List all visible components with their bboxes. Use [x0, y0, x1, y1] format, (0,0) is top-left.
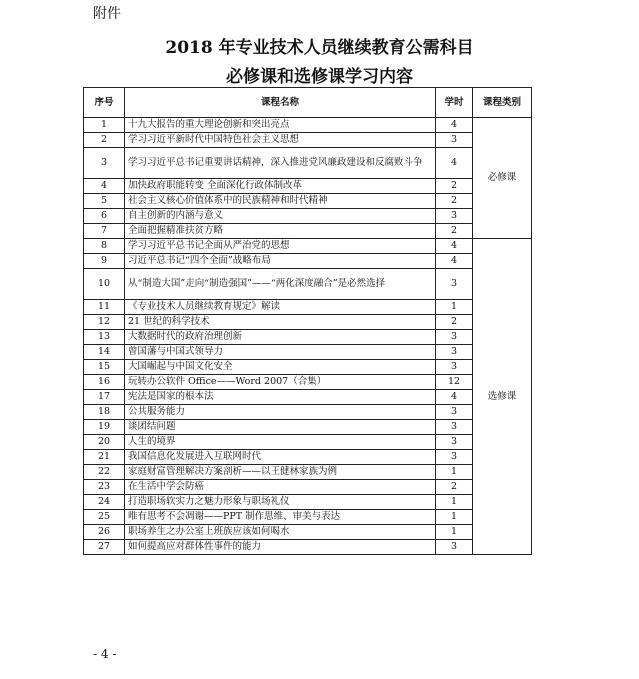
column-header-category: 课程类别 — [473, 88, 532, 118]
row-number: 27 — [84, 540, 125, 555]
course-name: 加快政府职能转变 全面深化行政体制改革 — [125, 179, 436, 194]
table-row — [84, 375, 532, 390]
row-number: 16 — [84, 375, 125, 390]
row-number: 21 — [84, 450, 125, 465]
table-row — [84, 133, 532, 148]
row-number: 7 — [84, 224, 125, 239]
table-row — [84, 254, 532, 269]
course-hours: 4 — [436, 390, 473, 405]
course-name: 学习习近平总书记全面从严治党的思想 — [125, 239, 436, 254]
row-number: 9 — [84, 254, 125, 269]
course-hours: 3 — [436, 133, 473, 148]
table-row — [84, 224, 532, 239]
row-number: 18 — [84, 405, 125, 420]
column-header-hours: 学时 — [436, 88, 473, 118]
course-name: 职场养生之办公室上班族应该如何喝水 — [125, 525, 436, 540]
row-number: 10 — [84, 269, 125, 300]
course-hours: 3 — [436, 540, 473, 555]
course-name: 在生活中学会防癌 — [125, 480, 436, 495]
table-row — [84, 269, 532, 300]
attachment-label: 附件 — [93, 6, 121, 22]
row-number: 6 — [84, 209, 125, 224]
row-number: 4 — [84, 179, 125, 194]
course-name: 玩转办公软件 Office——Word 2007（合集） — [125, 375, 436, 390]
table-row — [84, 179, 532, 194]
row-number: 11 — [84, 300, 125, 315]
course-hours: 4 — [436, 148, 473, 179]
course-hours: 1 — [436, 465, 473, 480]
category-elective: 选修课 — [473, 239, 532, 555]
table-row — [84, 405, 532, 420]
row-number: 24 — [84, 495, 125, 510]
course-hours: 3 — [436, 269, 473, 300]
table-row — [84, 330, 532, 345]
course-name: 大国崛起与中国文化安全 — [125, 360, 436, 375]
course-hours: 1 — [436, 300, 473, 315]
course-name: 全面把握精准扶贫方略 — [125, 224, 436, 239]
row-number: 25 — [84, 510, 125, 525]
course-name: 公共服务能力 — [125, 405, 436, 420]
column-header-number: 序号 — [84, 88, 125, 118]
course-hours: 3 — [436, 450, 473, 465]
row-number: 13 — [84, 330, 125, 345]
table-header-row — [84, 88, 532, 118]
course-hours: 4 — [436, 254, 473, 269]
row-number: 14 — [84, 345, 125, 360]
course-name: 家庭财富管理解决方案剖析——以王健林家族为例 — [125, 465, 436, 480]
course-hours: 3 — [436, 435, 473, 450]
course-name: 大数据时代的政府治理创新 — [125, 330, 436, 345]
table-row — [84, 540, 532, 555]
row-number: 22 — [84, 465, 125, 480]
course-name: 曾国藩与中国式领导力 — [125, 345, 436, 360]
course-name: 宪法是国家的根本法 — [125, 390, 436, 405]
course-hours: 1 — [436, 510, 473, 525]
course-hours: 3 — [436, 330, 473, 345]
course-hours: 4 — [436, 239, 473, 254]
table-row — [84, 194, 532, 209]
course-hours: 1 — [436, 495, 473, 510]
course-name: 从“制造大国”走向“制造强国”——“两化深度融合”是必然选择 — [125, 269, 436, 300]
course-hours: 2 — [436, 194, 473, 209]
course-name: 习近平总书记“四个全面”战略布局 — [125, 254, 436, 269]
table-row — [84, 525, 532, 540]
row-number: 12 — [84, 315, 125, 330]
course-name: 社会主义核心价值体系中的民族精神和时代精神 — [125, 194, 436, 209]
table-row — [84, 148, 532, 179]
course-name: 学习习近平新时代中国特色社会主义思想 — [125, 133, 436, 148]
table-row — [84, 209, 532, 224]
row-number: 8 — [84, 239, 125, 254]
document-title: 2018 年专业技术人员继续教育公需科目 — [165, 38, 474, 58]
row-number: 20 — [84, 435, 125, 450]
row-number: 2 — [84, 133, 125, 148]
course-hours: 1 — [436, 525, 473, 540]
page-number: - 4 - — [93, 647, 117, 661]
course-name: 学习习近平总书记重要讲话精神，深入推进党风廉政建设和反腐败斗争 — [125, 148, 436, 179]
course-name: 人生的境界 — [125, 435, 436, 450]
course-name: 21 世纪的科学技术 — [125, 315, 436, 330]
table-row — [84, 239, 532, 254]
document-subtitle: 必修课和选修课学习内容 — [226, 67, 413, 87]
course-name: 我国信息化发展进入互联网时代 — [125, 450, 436, 465]
table-row — [84, 510, 532, 525]
course-name: 唯有思考不会凋谢——PPT 制作思维、审美与表达 — [125, 510, 436, 525]
course-hours: 2 — [436, 224, 473, 239]
row-number: 5 — [84, 194, 125, 209]
row-number: 19 — [84, 420, 125, 435]
course-name: 自主创新的内涵与意义 — [125, 209, 436, 224]
table-row — [84, 420, 532, 435]
course-hours: 2 — [436, 315, 473, 330]
table-row — [84, 315, 532, 330]
row-number: 23 — [84, 480, 125, 495]
table-row — [84, 390, 532, 405]
row-number: 1 — [84, 118, 125, 133]
table-row — [84, 495, 532, 510]
course-name: 十九大报告的重大理论创新和突出亮点 — [125, 118, 436, 133]
table-row — [84, 345, 532, 360]
course-table — [83, 87, 532, 555]
row-number: 26 — [84, 525, 125, 540]
table-row — [84, 480, 532, 495]
column-header-course-name: 课程名称 — [125, 88, 436, 118]
course-table-body — [84, 118, 532, 555]
course-hours: 3 — [436, 345, 473, 360]
course-hours: 2 — [436, 179, 473, 194]
course-name: 如何提高应对群体性事件的能力 — [125, 540, 436, 555]
course-hours: 3 — [436, 360, 473, 375]
course-name: 打造职场软实力之魅力形象与职场礼仪 — [125, 495, 436, 510]
table-row — [84, 118, 532, 133]
course-hours: 2 — [436, 480, 473, 495]
course-hours: 4 — [436, 118, 473, 133]
table-row — [84, 465, 532, 480]
course-hours: 3 — [436, 405, 473, 420]
table-row — [84, 450, 532, 465]
table-row — [84, 300, 532, 315]
row-number: 17 — [84, 390, 125, 405]
course-hours: 3 — [436, 420, 473, 435]
table-row — [84, 435, 532, 450]
row-number: 3 — [84, 148, 125, 179]
course-hours: 3 — [436, 209, 473, 224]
course-hours: 12 — [436, 375, 473, 390]
category-required: 必修课 — [473, 118, 532, 239]
course-name: 谈团结问题 — [125, 420, 436, 435]
row-number: 15 — [84, 360, 125, 375]
course-name: 《专业技术人员继续教育规定》解读 — [125, 300, 436, 315]
table-row — [84, 360, 532, 375]
